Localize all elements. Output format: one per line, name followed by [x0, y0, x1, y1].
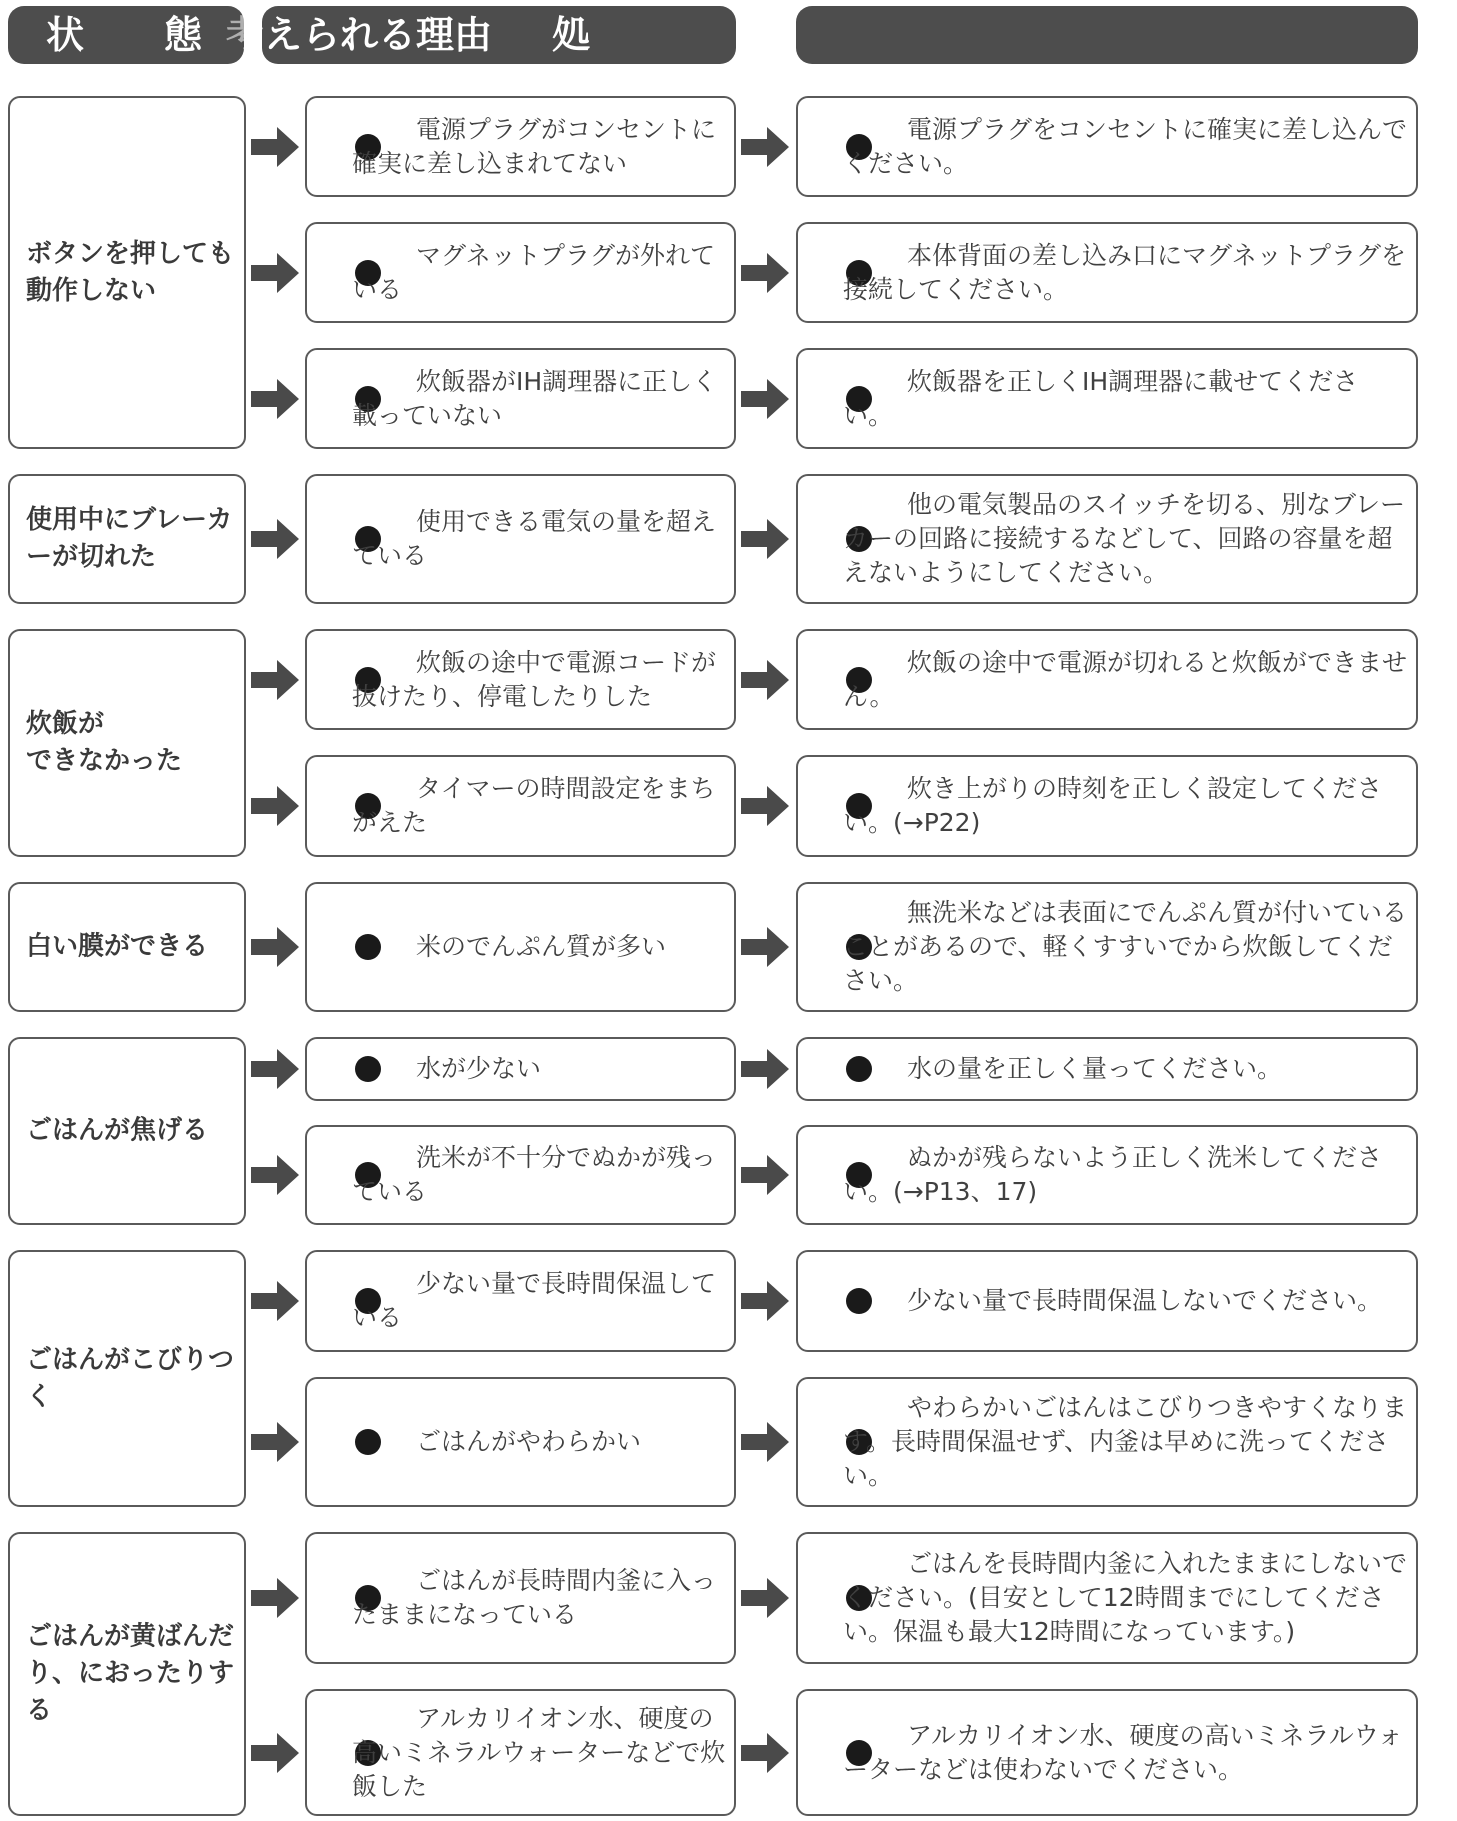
state-label: 使用中にブレーカーが切れた	[26, 505, 233, 572]
column-header-reason-char-1: 考	[226, 13, 265, 57]
cause-box	[305, 474, 736, 604]
arrow-right-icon	[251, 379, 299, 419]
arrow-right-icon	[251, 127, 299, 167]
column-header-state-char-1: 状	[46, 13, 85, 57]
cause-box	[305, 96, 736, 197]
remedy-text: 無洗米などは表面にでんぷん質が付いていることがあるので、軽くすすいでから炊飯してください。	[843, 898, 1408, 995]
state-box	[8, 474, 246, 604]
remedy-box	[796, 474, 1418, 604]
arrow-right-icon	[741, 1578, 789, 1618]
cause-box	[305, 1689, 736, 1816]
cause-box	[305, 1532, 736, 1664]
arrow-right-icon	[741, 519, 789, 559]
arrow-right-icon	[741, 927, 789, 967]
cause-text: 水が少ない	[416, 1054, 542, 1083]
cause-text: 電源プラグがコンセントに確実に差し込まれてない	[352, 114, 717, 178]
arrow-right-icon	[741, 786, 789, 826]
remedy-box	[796, 629, 1418, 730]
column-header-reason	[226, 6, 736, 64]
arrow-right-icon	[251, 1281, 299, 1321]
arrow-right-icon	[741, 1155, 789, 1195]
arrow-right-icon	[741, 253, 789, 293]
arrow-right-icon	[741, 1049, 789, 1089]
cause-text: 少ない量で長時間保温している	[352, 1269, 717, 1332]
state-label: ごはんがこびりつく	[26, 1344, 235, 1412]
state-box	[8, 96, 246, 449]
cause-box	[305, 348, 736, 449]
remedy-box	[796, 1377, 1418, 1507]
column-header-remedy	[796, 6, 1418, 64]
remedy-text: やわらかいごはんはこびりつきやすくなります。長時間保温せず、内釜は早めに洗ってください。	[843, 1393, 1408, 1490]
remedy-text: 炊き上がりの時刻を正しく設定してください。(→P22)	[843, 774, 1383, 837]
cause-text: 炊飯の途中で電源コードが抜けたり、停電したりした	[352, 647, 717, 711]
arrow-right-icon	[741, 660, 789, 700]
cause-text: 洗米が不十分でぬかが残っている	[352, 1143, 717, 1206]
remedy-box	[796, 1250, 1418, 1352]
cause-text: ごはんがやわらかい	[416, 1427, 642, 1456]
remedy-box	[796, 348, 1418, 449]
cause-box	[305, 222, 736, 323]
arrow-right-icon	[741, 1281, 789, 1321]
remedy-text: 本体背面の差し込み口にマグネットプラグを接続してください。	[843, 240, 1407, 304]
arrow-right-icon	[251, 1049, 299, 1089]
remedy-box	[796, 882, 1418, 1012]
arrow-right-icon	[251, 786, 299, 826]
remedy-text: 炊飯の途中で電源が切れると炊飯ができません。	[843, 647, 1408, 711]
arrow-right-icon	[251, 927, 299, 967]
cause-box	[305, 1250, 736, 1352]
cause-box	[305, 755, 736, 857]
remedy-text: ぬかが残らないよう正しく洗米してください。(→P13、17)	[843, 1143, 1383, 1206]
arrow-right-icon	[741, 379, 789, 419]
cause-text: ごはんが長時間内釜に入ったままになっている	[352, 1566, 717, 1629]
remedy-box	[796, 1689, 1418, 1816]
cause-text: 使用できる電気の量を超えている	[352, 507, 717, 570]
cause-text: タイマーの時間設定をまちがえた	[352, 774, 716, 837]
arrow-right-icon	[741, 1733, 789, 1773]
state-box	[8, 1037, 246, 1225]
state-label: ごはんが黄ばんだり、におったりする	[26, 1621, 235, 1726]
state-box	[8, 882, 246, 1012]
state-box	[8, 1250, 246, 1507]
state-box	[8, 629, 246, 857]
arrow-right-icon	[251, 1733, 299, 1773]
arrow-right-icon	[251, 1422, 299, 1462]
remedy-box	[796, 1125, 1418, 1225]
remedy-text: 水の量を正しく量ってください。	[907, 1054, 1283, 1083]
remedy-text: 炊飯器を正しくIH調理器に載せてください。	[843, 366, 1359, 430]
remedy-box	[796, 755, 1418, 857]
cause-text: 米のでんぷん質が多い	[416, 932, 667, 961]
column-header-state-char-2: 態	[164, 13, 203, 57]
remedy-text: アルカリイオン水、硬度の高いミネラルウォーターなどは使わないでください。	[843, 1720, 1403, 1784]
remedy-text: 電源プラグをコンセントに確実に差し込んでください。	[843, 114, 1408, 178]
cause-text: マグネットプラグが外れている	[352, 240, 716, 304]
state-box	[8, 1532, 246, 1816]
cause-box	[305, 1125, 736, 1225]
arrow-right-icon	[251, 1578, 299, 1618]
cause-box	[305, 1037, 736, 1101]
arrow-right-icon	[251, 253, 299, 293]
column-header-reason-char-2: 処	[552, 13, 591, 57]
state-label: ボタンを押しても動作しない	[26, 238, 235, 306]
cause-box	[305, 629, 736, 730]
remedy-text: 他の電気製品のスイッチを切る、別なブレーカーの回路に接続するなどして、回路の容量を超えないようにしてください。	[843, 490, 1406, 587]
column-header-reason-text: えられる理由	[264, 13, 493, 57]
arrow-right-icon	[251, 660, 299, 700]
state-label: 炊飯が できなかった	[26, 709, 183, 776]
remedy-text: ごはんを長時間内釜に入れたままにしないでください。(目安として12時間までにしてください。保温も最大12時間になっています。)	[843, 1549, 1408, 1646]
column-header-state	[8, 6, 244, 64]
arrow-right-icon	[741, 1422, 789, 1462]
arrow-right-icon	[741, 127, 789, 167]
cause-box	[305, 882, 736, 1012]
remedy-box	[796, 96, 1418, 197]
arrow-right-icon	[251, 1155, 299, 1195]
cause-text: アルカリイオン水、硬度の高いミネラルウォーターなどで炊飯した	[352, 1703, 726, 1801]
cause-box	[305, 1377, 736, 1507]
arrow-right-icon	[251, 519, 299, 559]
state-label: ごはんが焦げる	[26, 1115, 209, 1146]
remedy-text: 少ない量で長時間保温しないでください。	[907, 1286, 1383, 1315]
remedy-box	[796, 1532, 1418, 1664]
remedy-box	[796, 1037, 1418, 1101]
cause-text: 炊飯器がIH調理器に正しく載っていない	[352, 366, 718, 430]
remedy-box	[796, 222, 1418, 323]
state-label: 白い膜ができる	[26, 931, 209, 962]
